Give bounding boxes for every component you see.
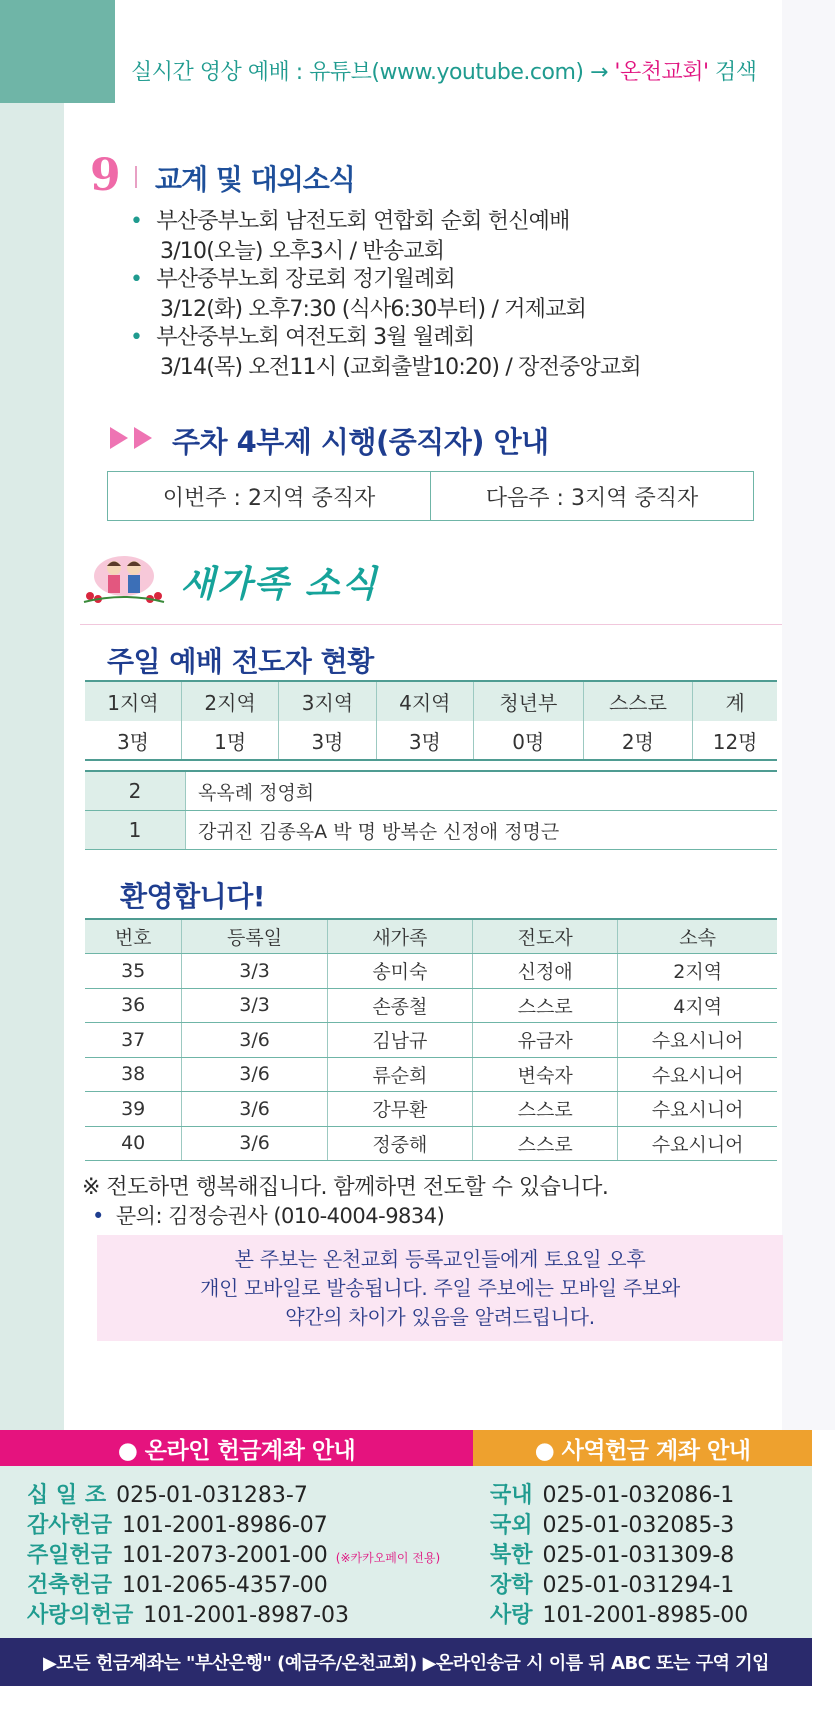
account-label: 건축헌금 — [27, 1573, 113, 1598]
account-row — [490, 1508, 734, 1539]
table-cell: 수요시니어 — [618, 1057, 777, 1092]
count-cell: 1명 — [181, 721, 278, 760]
play-triangle-icon — [110, 427, 128, 449]
account-label: 사랑 — [490, 1603, 533, 1628]
account-number: 025-01-031283-7 — [116, 1483, 308, 1508]
account-label: 십 일 조 — [27, 1483, 107, 1508]
table-row — [85, 1092, 777, 1127]
notice-line: 약간의 차이가 있음을 알려드립니다. — [285, 1304, 595, 1329]
section-number: 9 — [90, 150, 121, 201]
live-highlight: '온천교회' — [614, 60, 709, 85]
evangelist-count: 2 — [85, 771, 186, 811]
account-number: 101-2073-2001-00 — [122, 1543, 328, 1568]
region-header: 1지역 — [85, 681, 181, 721]
online-offering-header: ● 온라인 헌금계좌 안내 — [0, 1430, 473, 1466]
news-title: 부산중부노회 장로회 정기월례회 — [156, 267, 455, 292]
section-divider — [135, 166, 137, 188]
account-number: 025-01-031294-1 — [542, 1573, 735, 1598]
table-cell: 3/3 — [182, 954, 327, 989]
evangelist-names: 옥옥례 정영희 — [186, 771, 778, 811]
corner-block — [0, 0, 115, 103]
table-row — [85, 954, 777, 989]
table-cell: 정중해 — [327, 1126, 472, 1161]
region-header: 4지역 — [376, 681, 473, 721]
news-detail: 3/14(목) 오전11시 (교회출발10:20) / 장전중앙교회 — [160, 355, 641, 380]
table-row — [85, 988, 777, 1023]
table-cell: 38 — [85, 1057, 182, 1092]
table-row — [85, 721, 777, 760]
parking-next-week: 다음주 : 3지역 중직자 — [485, 485, 699, 511]
evangelist-names: 강귀진 김종옥A 박 명 방복순 신정애 정명근 — [186, 811, 778, 850]
account-row — [27, 1598, 349, 1629]
table-cell: 강무환 — [327, 1092, 472, 1127]
count-cell: 3명 — [376, 721, 473, 760]
mission-offering-header: ● 사역헌금 계좌 안내 — [473, 1430, 812, 1466]
table-cell: 신정애 — [473, 954, 618, 989]
account-row — [27, 1478, 308, 1509]
new-family-title: 새가족 소식 — [180, 564, 379, 605]
column-header: 등록일 — [182, 919, 327, 954]
notice-line: 개인 모바일로 발송됩니다. 주일 주보에는 모바일 주보와 — [200, 1275, 680, 1300]
bank-footer: ▶모든 헌금계좌는 "부산은행" (예금주/온천교회) ▶온라인송금 시 이름 뒤 ABC 또는 구역 기입 — [0, 1638, 812, 1686]
table-cell: 3/6 — [182, 1092, 327, 1127]
account-number: 101-2001-8986-07 — [122, 1513, 328, 1538]
evangelist-table — [85, 770, 777, 850]
table-cell: 스스로 — [473, 988, 618, 1023]
table-cell: 3/6 — [182, 1057, 327, 1092]
table-cell: 수요시니어 — [618, 1126, 777, 1161]
evangelist-count: 1 — [85, 811, 186, 850]
table-cell: 39 — [85, 1092, 182, 1127]
table-cell: 4지역 — [618, 988, 777, 1023]
column-header: 새가족 — [327, 919, 472, 954]
live-stream-notice — [131, 55, 757, 86]
table-header-row — [85, 681, 777, 721]
account-label: 북한 — [490, 1543, 533, 1568]
region-header: 스스로 — [583, 681, 693, 721]
bullet-icon: • — [130, 209, 143, 234]
table-cell: 3/3 — [182, 988, 327, 1023]
parking-box — [107, 471, 754, 521]
region-header: 청년부 — [474, 681, 584, 721]
table-row — [85, 811, 777, 850]
table-cell: 수요시니어 — [618, 1023, 777, 1058]
account-label: 사랑의헌금 — [27, 1603, 134, 1628]
bullet-icon: • — [130, 267, 143, 292]
table-cell: 김남규 — [327, 1023, 472, 1058]
play-triangle-icon — [134, 427, 152, 449]
live-suffix: 검색 — [708, 60, 757, 85]
table-row — [85, 1023, 777, 1058]
table-row — [85, 1126, 777, 1161]
table-cell: 스스로 — [473, 1126, 618, 1161]
region-header: 계 — [693, 681, 777, 721]
table-cell: 37 — [85, 1023, 182, 1058]
welcome-title: 환영합니다! — [120, 880, 266, 913]
table-row — [85, 771, 777, 811]
contact-text: 문의: 김정승권사 (010-4004-9834) — [115, 1204, 445, 1228]
news-item — [130, 204, 570, 235]
account-label: 국내 — [490, 1483, 533, 1508]
account-row — [490, 1538, 734, 1569]
table-cell: 유금자 — [473, 1023, 618, 1058]
table-cell: 송미숙 — [327, 954, 472, 989]
account-label: 감사헌금 — [27, 1513, 113, 1538]
table-cell: 류순희 — [327, 1057, 472, 1092]
account-number: 025-01-031309-8 — [542, 1543, 735, 1568]
count-cell: 12명 — [693, 721, 777, 760]
region-header: 3지역 — [279, 681, 376, 721]
account-row — [27, 1538, 440, 1569]
count-cell: 2명 — [583, 721, 693, 760]
region-header: 2지역 — [181, 681, 278, 721]
evangelism-note: ※ 전도하면 행복해집니다. 함께하면 전도할 수 있습니다. — [82, 1175, 609, 1200]
kakaopay-note: (※카카오페이 전용) — [335, 1551, 441, 1565]
table-cell: 수요시니어 — [618, 1092, 777, 1127]
account-number: 101-2065-4357-00 — [122, 1573, 328, 1598]
column-header: 전도자 — [473, 919, 618, 954]
account-row — [27, 1508, 328, 1539]
table-cell: 스스로 — [473, 1092, 618, 1127]
table-cell: 변숙자 — [473, 1057, 618, 1092]
account-label: 국외 — [490, 1513, 533, 1538]
left-decorative-band — [0, 0, 64, 1430]
table-cell: 35 — [85, 954, 182, 989]
section-divider-line — [80, 624, 782, 625]
news-detail: 3/12(화) 오후7:30 (식사6:30부터) / 거제교회 — [160, 297, 587, 322]
table-cell: 36 — [85, 988, 182, 1023]
account-row — [27, 1568, 328, 1599]
account-label: 장학 — [490, 1573, 533, 1598]
account-number: 025-01-032086-1 — [542, 1483, 735, 1508]
parking-this-week: 이번주 : 2지역 중직자 — [108, 472, 431, 520]
parking-title: 주차 4부제 시행(중직자) 안내 — [172, 425, 549, 459]
news-item — [130, 262, 455, 293]
notice-line: 본 주보는 온천교회 등록교인들에게 토요일 오후 — [234, 1246, 646, 1271]
column-header: 소속 — [618, 919, 777, 954]
count-cell: 0명 — [474, 721, 584, 760]
evangelism-title: 주일 예배 전도자 현황 — [107, 645, 374, 678]
couple-icon — [80, 552, 168, 608]
table-cell: 손종철 — [327, 988, 472, 1023]
news-detail: 3/10(오늘) 오후3시 / 반송교회 — [160, 239, 445, 264]
account-number: 101-2001-8985-00 — [542, 1603, 749, 1628]
mobile-notice-box — [97, 1235, 783, 1341]
account-row — [490, 1478, 734, 1509]
table-header-row — [85, 919, 777, 954]
news-item — [130, 320, 474, 351]
table-cell: 3/6 — [182, 1126, 327, 1161]
bullet-icon: • — [92, 1204, 104, 1228]
table-cell: 3/6 — [182, 1023, 327, 1058]
table-cell: 2지역 — [618, 954, 777, 989]
account-row — [490, 1598, 748, 1629]
news-title: 부산중부노회 남전도회 연합회 순회 헌신예배 — [156, 209, 570, 234]
bullet-icon: • — [130, 325, 143, 350]
count-cell: 3명 — [279, 721, 376, 760]
count-cell: 3명 — [85, 721, 181, 760]
news-title: 부산중부노회 여전도회 3월 월례회 — [156, 325, 475, 350]
contact-line — [92, 1200, 444, 1230]
table-cell: 40 — [85, 1126, 182, 1161]
live-prefix: 실시간 영상 예배 : 유튜브(www.youtube.com) → — [131, 60, 615, 85]
column-header: 번호 — [85, 919, 182, 954]
section-title: 교계 및 대외소식 — [155, 163, 355, 196]
account-number: 101-2001-8987-03 — [143, 1603, 350, 1628]
evangelism-table — [85, 680, 777, 761]
table-row — [85, 1057, 777, 1092]
account-row — [490, 1568, 734, 1599]
new-family-table — [85, 918, 777, 1161]
account-label: 주일헌금 — [27, 1543, 113, 1568]
account-number: 025-01-032085-3 — [542, 1513, 735, 1538]
